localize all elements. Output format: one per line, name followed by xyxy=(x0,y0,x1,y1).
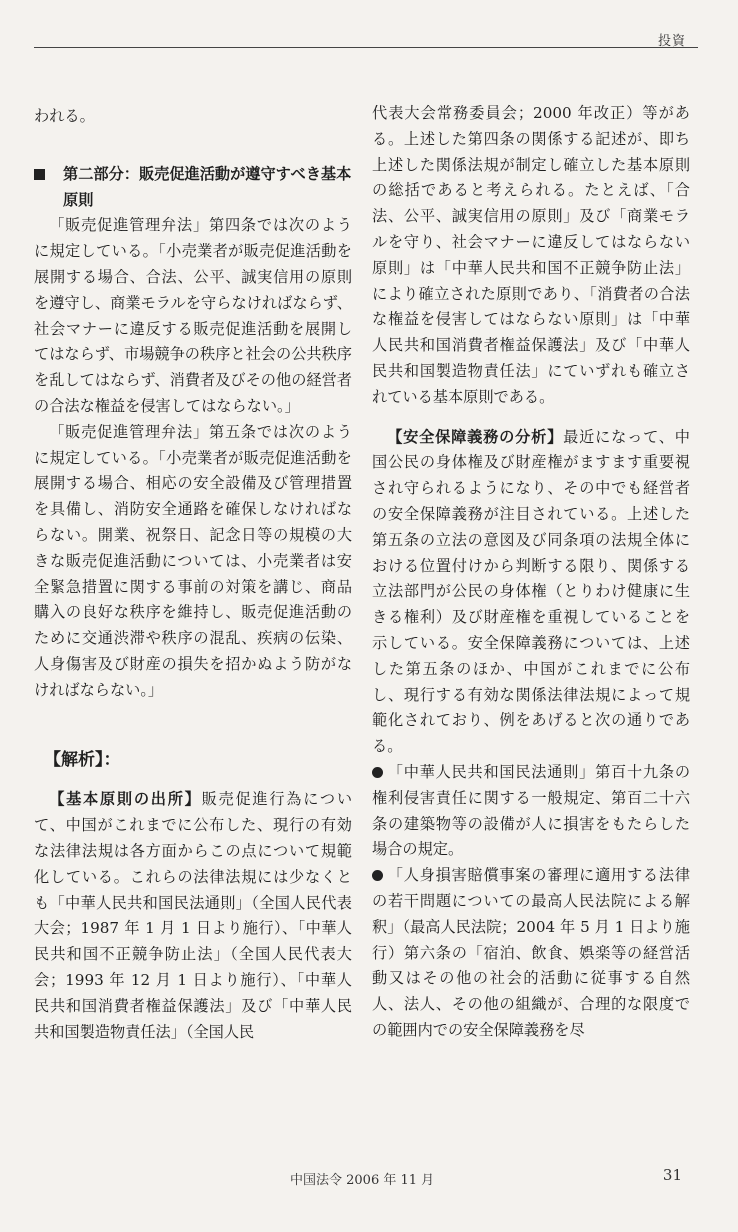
paragraph-text: 最近になって、中国公民の身体権及び財産権がますます重要視され守られるようになり、その中でも経営者の安全保障義務が注目されている。上述した第五条の立法の意図及び同条項の法規全体における位置付けから判断する限り、関係する立法部門が公民の身体権（とりわけ健康に生きる権利）及び財産権を重視していることを示している。安全保障義務については、上述した第五条のほか、中国がこれまでに公布し、現行する有効な関係法律法規によって規範化されており、例をあげると次の通りである。 xyxy=(372,427,690,756)
bullet-icon xyxy=(372,870,383,881)
paragraph-safety-obligation xyxy=(372,425,690,760)
bullet-item xyxy=(372,863,690,1044)
lead-label: 【基本原則の出所】 xyxy=(49,790,202,809)
paragraph-basic-principle-source xyxy=(34,787,352,1045)
left-column xyxy=(34,104,352,1045)
paragraph-article-5: 「販売促進管理弁法」第五条では次のように規定している。「小売業者が販売促進活動を展開する場合、相応の安全設備及び管理措置を具備し、消防安全通路を確保しなければならない。開業、祝祭日、記念日等の規模の大きな販売促進活動については、小売業者は安全緊急措置に関する事前の対策を講じ、商品購入の良好な秩序を維持し、販売促進活動のために交通渋滞や秩序の混乱、疾病の伝染、人身傷害及び財産の損失を招かぬよう防がなければならない。」 xyxy=(34,422,352,699)
bullet-icon xyxy=(372,767,383,778)
journal-footer: 中国法令 2006 年 11 月 xyxy=(290,1173,435,1188)
bullet-item xyxy=(372,760,690,863)
right-column xyxy=(372,101,690,1044)
square-bullet-icon xyxy=(34,169,45,180)
page-number: 31 xyxy=(662,1166,682,1184)
analysis-heading: 【解析】： xyxy=(44,749,121,770)
paragraph-continuation: われる。 xyxy=(34,107,95,125)
bullet-text: 「中華人民共和国民法通則」第百十九条の権利侵害責任に関する一般規定、第百二十六条の建築物等の設備が人に損害をもたらした場合の規定。 xyxy=(372,762,690,859)
paragraph-text: 販売促進行為について、中国がこれまでに公布した、現行の有効な法律法規は各方面からこの点について規範化している。これらの法律法規には少なくとも「中華人民共和国民法通則」（全国人民代表大会；1987 年 1 月 1 日より施行）、「中華人民共和国不正競争防止法」（全国人民代表大会；1993 年 12 月 1 日より施行）、「中華人民共和国消費者権益保護法」及び「中華人民共和国製造物責任法」（全国人民 xyxy=(34,790,353,1041)
header-rule xyxy=(34,47,698,48)
bullet-text: 「人身損害賠償事案の審理に適用する法律の若干問題についての最高人民法院による解釈」（最高人民法院；2004 年 5 月 1 日より施行）第六条の「宿泊、飲食、娯楽等の経営活動又はその他の社会的活動に従事する自然人、法人、その他の組織が、合理的な限度での範囲内での安全保障義務を尽 xyxy=(372,866,690,1039)
section-label: 投資 xyxy=(657,34,686,49)
paragraph-article-4: 「販売促進管理弁法」第四条では次のように規定している。「小売業者が販売促進活動を展開する場合、合法、公平、誠実信用の原則を遵守し、商業モラルを守らなければならず、社会マナーに違反する販売促進活動を展開してはならず、市場競争の秩序と社会の公共秩序を乱してはならず、消費者及びその他の経営者の合法な権益を侵害してはならない。」 xyxy=(34,216,352,415)
section-heading xyxy=(34,162,352,214)
section-heading-text: 第二部分：販売促進活動が遵守すべき基本原則 xyxy=(63,164,352,209)
lead-label: 【安全保障義務の分析】 xyxy=(387,427,564,446)
paragraph-continuation: 代表大会常務委員会；2000 年改正）等がある。上述した第四条の関係する記述が、即ち上述した関係法規が制定し確立した基本原則の総括であると考えられる。たとえば、「合法、公平、誠実信用の原則」及び「商業モラルを守り、社会マナーに違反してはならない原則」は「中華人民共和国不正競争防止法」により確立された原則であり、「消費者の合法な権益を侵害してはならない原則」は「中華人民共和国消費者権益保護法」及び「中華人民共和国製造物責任法」にていずれも確立されている基本原則である。 xyxy=(372,104,690,406)
